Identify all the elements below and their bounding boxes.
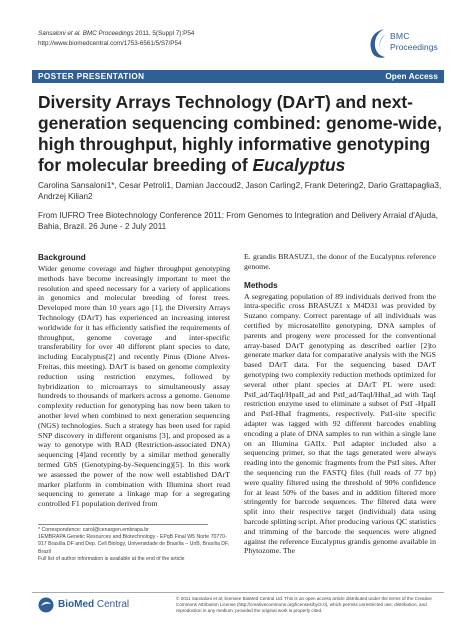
affiliation-note: 1EMBRAPA Genetic Resources and Biotechnology - EPqB Final W5 Norte 70770-917 Brasília DF and Dep. Cell Biology, Universidade de Brasília – UnB, Brasília DF, Brazil <box>38 534 230 555</box>
methods-heading: Methods <box>244 280 278 290</box>
article-url[interactable]: http://www.biomedcentral.com/1753-6561/5/S7/P54 <box>38 39 182 47</box>
right-column <box>244 252 436 564</box>
left-column <box>38 252 230 517</box>
article-type-label: POSTER PRESENTATION <box>38 72 145 81</box>
correspondence-note: * Correspondence: carol@cenargen.embrapa.br <box>38 527 149 533</box>
author-info-note: Full list of author information is available at the end of the article <box>38 555 185 562</box>
methods-paragraph: A segregating population of 89 individuals derived from the intra-specific cross BRASUZ1 x M4D31 was provided by Suzano company. Correct parentage of all individuals was certified by microsatellite genotyping. DNA samples of parents and progeny were processed for the conventional array-based DArT genotyping as described earlier [2]to generate marker data for comparative analysis with the NGS based DArT data. For the sequencing based DArT genotyping two complexity reduction methods optimized for several other plant species at DArT PL were used: PstI_ad/TaqI/HpaII_ad and PstI_ad/TaqI/HhaI_ad with TaqI restriction enzyme used to eliminate a subset of PstI -HpaII and PstI-HhaI fragments, respectively. PstI-site specific adapter was tagged with 92 different barcodes enabling encoding a plate of DNA samples to run within a single lane on an Illumina GAIIx. PstI adapter included also a sequencing primer, so that the tags generated were always reading into the genomic fragments from the PstI sites. After the sequencing run the FASTQ files (full reads of 77 bp) were quality filtered using the threshold of 90% confidence for at least 50% of the bases and in addition filtered more stringently for barcode sequences. The filtered data were split into their respective target (individual) data using barcode splitting script. After producing various QC statistics and trimming of the barcode the sequences were aligned against the reference Eucalyptus grandis genome available in Phytozome. The <box>244 291 436 556</box>
citation-header <box>38 29 194 48</box>
title-main: Diversity Arrays Technology (DArT) and next-generation sequencing combined: genome-wide, high throughput, highly informative genotyping for molecular breeding of <box>38 92 442 175</box>
poster-presentation-banner <box>32 70 444 83</box>
logo-line-bmc: BMC <box>390 31 410 41</box>
background-heading: Background <box>38 253 86 262</box>
title-italic: Eucalyptus <box>252 155 346 175</box>
citation-volume: 2011, 5(Suppl 7):P54 <box>133 30 195 37</box>
biomed-central-logo <box>38 596 138 616</box>
license-text: © 2011 Sansaloni et al; licensee BioMed Central Ltd. This is an open access article distributed under the terms of the Creative Commons Attribution License (http://creativecommons.org/licenses/by/2.0), which permits unrestricted use, distribution, and reproduction in any medium, provided the original work is properly cited. <box>176 596 432 614</box>
publisher-name-suffix: Central <box>94 599 130 610</box>
author-list: Carolina Sansaloni1*, Cesar Petroli1, Damian Jaccoud2, Jason Carling2, Frank Detering2, Dario Grattapaglia3, Andrzej Kilian2 <box>38 181 442 201</box>
footnote-divider <box>38 524 208 525</box>
background-paragraph: Wider genome coverage and higher throughput genotyping methods have become increasingly important to meet the resolution and speed necessary for a variety of applications in genomics and molecular breeding of forest trees. Developed more than 10 years ago [1], the Diversity Arrays Technology (DArT) has experienced an increasing interest worldwide for it has efficiently satisfied the requirements of throughput, genome coverage and inter-specific transferability for over 40 different plant species to date, including Eucalyptus[2] and recently Pinus (Dione Alves-Freitas, this meeting). DArT is based on genome complexity reduction using restriction enzymes, followed by hybridization to microarrays to simultaneously assay hundreds to thousands of markers across a genome. Genome complexity reduction for genotyping has now been taken to another level when combined to next generation sequencing (NGS) technologies. Such a strategy has been used for rapid SNP discovery in different organisms [3], and proposed as a way to genotype with RAD (Restriction-associated DNA) sequencing [4]and recently by a similar method generally termed GbS (Genotyping-by-Sequencing)[5]. In this work we assessed the power of the now well established DArT marker platform in combination with Illumina short read sequencing to generate a linkage map for a segregating controlled F1 population derived from <box>38 264 230 509</box>
conference-info: From IUFRO Tree Biotechnology Conference 2011: From Genomes to Integration and Delivery Arraial d'Ajuda, Bahia, Brazil. 26 June - 2 July 2011 <box>38 211 439 231</box>
biomed-central-disc-icon <box>38 597 54 613</box>
continued-paragraph: E. grandis BRASUZ1, the donor of the Eucalyptus reference genome. <box>244 252 436 271</box>
footer-divider <box>32 592 444 593</box>
bmc-swoosh-icon <box>366 26 388 60</box>
open-access-label: Open Access <box>385 72 438 81</box>
bmc-proceedings-logo <box>366 24 446 64</box>
footnotes <box>38 527 230 563</box>
citation-journal: Sansaloni et al. BMC Proceedings <box>38 30 134 37</box>
logo-line-proceedings: Proceedings <box>390 42 438 52</box>
article-title <box>38 92 448 176</box>
publisher-name: BioMed <box>58 599 95 610</box>
